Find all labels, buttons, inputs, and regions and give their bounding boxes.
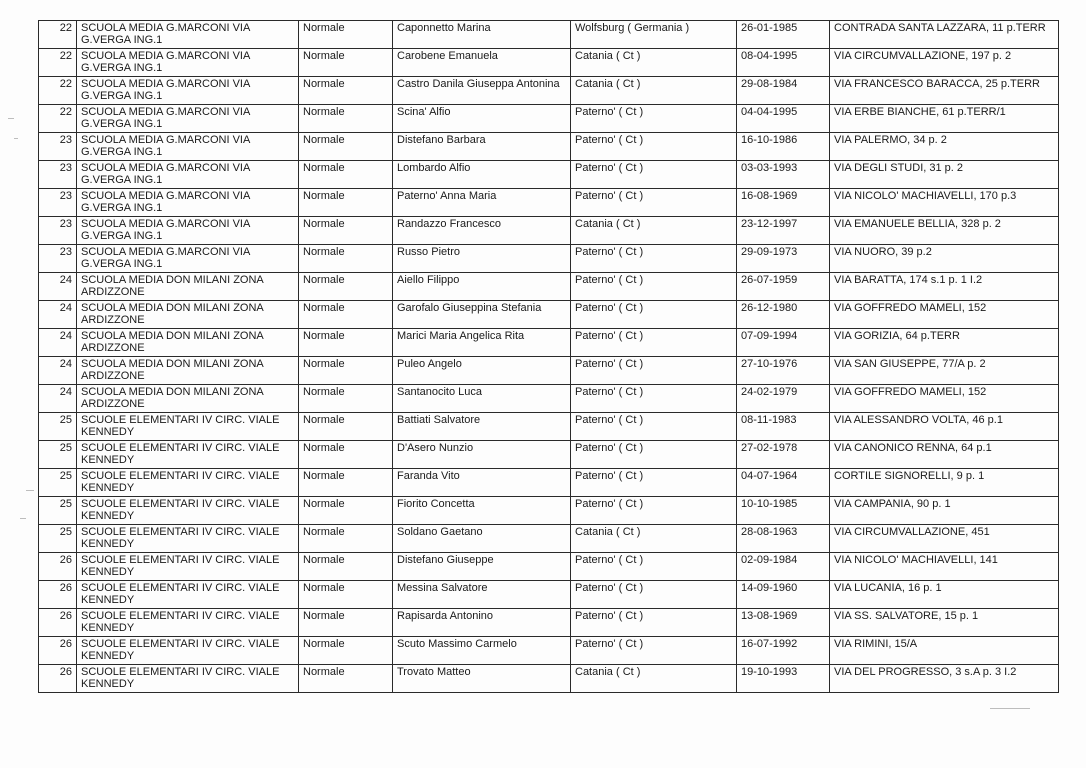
name-cell: Puleo Angelo [393, 357, 571, 385]
table-row [39, 385, 1059, 413]
birth-date-cell: 04-04-1995 [737, 105, 830, 133]
seat-number-cell: 24 [39, 385, 77, 413]
table-row [39, 413, 1059, 441]
school-cell: SCUOLA MEDIA G.MARCONI VIA G.VERGA ING.1 [77, 161, 299, 189]
address-cell: VIA CIRCUMVALLAZIONE, 197 p. 2 [830, 49, 1059, 77]
seat-number-cell: 22 [39, 49, 77, 77]
table-row [39, 609, 1059, 637]
birth-date-cell: 26-01-1985 [737, 21, 830, 49]
birthplace-cell: Paterno' ( Ct ) [571, 245, 737, 273]
school-cell: SCUOLA MEDIA DON MILANI ZONA ARDIZZONE [77, 385, 299, 413]
type-cell: Normale [299, 637, 393, 665]
school-cell: SCUOLA MEDIA G.MARCONI VIA G.VERGA ING.1 [77, 21, 299, 49]
table-row [39, 133, 1059, 161]
school-cell: SCUOLA MEDIA DON MILANI ZONA ARDIZZONE [77, 273, 299, 301]
birthplace-cell: Paterno' ( Ct ) [571, 637, 737, 665]
birthplace-cell: Paterno' ( Ct ) [571, 133, 737, 161]
address-cell: CONTRADA SANTA LAZZARA, 11 p.TERR [830, 21, 1059, 49]
birth-date-cell: 26-07-1959 [737, 273, 830, 301]
name-cell: Santanocito Luca [393, 385, 571, 413]
name-cell: Marici Maria Angelica Rita [393, 329, 571, 357]
school-cell: SCUOLA MEDIA G.MARCONI VIA G.VERGA ING.1 [77, 49, 299, 77]
address-cell: VIA SAN GIUSEPPE, 77/A p. 2 [830, 357, 1059, 385]
seat-number-cell: 23 [39, 133, 77, 161]
name-cell: Faranda Vito [393, 469, 571, 497]
type-cell: Normale [299, 609, 393, 637]
school-cell: SCUOLA MEDIA G.MARCONI VIA G.VERGA ING.1 [77, 77, 299, 105]
seat-number-cell: 25 [39, 497, 77, 525]
table-row [39, 357, 1059, 385]
address-cell: VIA DEGLI STUDI, 31 p. 2 [830, 161, 1059, 189]
table-row [39, 497, 1059, 525]
seat-number-cell: 26 [39, 581, 77, 609]
birthplace-cell: Paterno' ( Ct ) [571, 385, 737, 413]
table-row [39, 581, 1059, 609]
name-cell: Messina Salvatore [393, 581, 571, 609]
birth-date-cell: 13-08-1969 [737, 609, 830, 637]
seat-number-cell: 23 [39, 161, 77, 189]
birthplace-cell: Catania ( Ct ) [571, 77, 737, 105]
seat-number-cell: 24 [39, 301, 77, 329]
school-cell: SCUOLA MEDIA DON MILANI ZONA ARDIZZONE [77, 301, 299, 329]
table-row [39, 273, 1059, 301]
birth-date-cell: 27-02-1978 [737, 441, 830, 469]
type-cell: Normale [299, 385, 393, 413]
school-cell: SCUOLE ELEMENTARI IV CIRC. VIALE KENNEDY [77, 497, 299, 525]
school-cell: SCUOLE ELEMENTARI IV CIRC. VIALE KENNEDY [77, 469, 299, 497]
birthplace-cell: Paterno' ( Ct ) [571, 105, 737, 133]
address-cell: VIA CIRCUMVALLAZIONE, 451 [830, 525, 1059, 553]
type-cell: Normale [299, 49, 393, 77]
address-cell: VIA GORIZIA, 64 p.TERR [830, 329, 1059, 357]
name-cell: Distefano Barbara [393, 133, 571, 161]
birthplace-cell: Paterno' ( Ct ) [571, 329, 737, 357]
birthplace-cell: Paterno' ( Ct ) [571, 161, 737, 189]
table-row [39, 77, 1059, 105]
seat-number-cell: 24 [39, 357, 77, 385]
birth-date-cell: 27-10-1976 [737, 357, 830, 385]
school-cell: SCUOLA MEDIA G.MARCONI VIA G.VERGA ING.1 [77, 189, 299, 217]
name-cell: Battiati Salvatore [393, 413, 571, 441]
school-cell: SCUOLE ELEMENTARI IV CIRC. VIALE KENNEDY [77, 525, 299, 553]
name-cell: Aiello Filippo [393, 273, 571, 301]
type-cell: Normale [299, 245, 393, 273]
type-cell: Normale [299, 105, 393, 133]
type-cell: Normale [299, 665, 393, 693]
school-cell: SCUOLA MEDIA G.MARCONI VIA G.VERGA ING.1 [77, 245, 299, 273]
seat-number-cell: 24 [39, 273, 77, 301]
table-row [39, 665, 1059, 693]
name-cell: D'Asero Nunzio [393, 441, 571, 469]
birth-date-cell: 23-12-1997 [737, 217, 830, 245]
birth-date-cell: 02-09-1984 [737, 553, 830, 581]
address-cell: CORTILE SIGNORELLI, 9 p. 1 [830, 469, 1059, 497]
birthplace-cell: Paterno' ( Ct ) [571, 189, 737, 217]
table-row [39, 21, 1059, 49]
name-cell: Randazzo Francesco [393, 217, 571, 245]
birth-date-cell: 14-09-1960 [737, 581, 830, 609]
name-cell: Scina' Alfio [393, 105, 571, 133]
birth-date-cell: 16-10-1986 [737, 133, 830, 161]
birthplace-cell: Catania ( Ct ) [571, 49, 737, 77]
school-cell: SCUOLA MEDIA G.MARCONI VIA G.VERGA ING.1 [77, 133, 299, 161]
table-row [39, 161, 1059, 189]
birthplace-cell: Catania ( Ct ) [571, 525, 737, 553]
name-cell: Caponnetto Marina [393, 21, 571, 49]
address-cell: VIA BARATTA, 174 s.1 p. 1 I.2 [830, 273, 1059, 301]
school-cell: SCUOLE ELEMENTARI IV CIRC. VIALE KENNEDY [77, 637, 299, 665]
school-cell: SCUOLE ELEMENTARI IV CIRC. VIALE KENNEDY [77, 609, 299, 637]
seat-number-cell: 26 [39, 553, 77, 581]
type-cell: Normale [299, 553, 393, 581]
type-cell: Normale [299, 133, 393, 161]
birthplace-cell: Paterno' ( Ct ) [571, 413, 737, 441]
seat-number-cell: 22 [39, 105, 77, 133]
birth-date-cell: 24-02-1979 [737, 385, 830, 413]
type-cell: Normale [299, 189, 393, 217]
address-cell: VIA NICOLO' MACHIAVELLI, 141 [830, 553, 1059, 581]
type-cell: Normale [299, 469, 393, 497]
name-cell: Paterno' Anna Maria [393, 189, 571, 217]
seat-number-cell: 22 [39, 77, 77, 105]
table-row [39, 469, 1059, 497]
type-cell: Normale [299, 357, 393, 385]
seat-number-cell: 22 [39, 21, 77, 49]
birthplace-cell: Paterno' ( Ct ) [571, 609, 737, 637]
table-row [39, 329, 1059, 357]
name-cell: Fiorito Concetta [393, 497, 571, 525]
address-cell: VIA GOFFREDO MAMELI, 152 [830, 301, 1059, 329]
birthplace-cell: Paterno' ( Ct ) [571, 357, 737, 385]
roster-table [38, 20, 1059, 693]
type-cell: Normale [299, 21, 393, 49]
table-row [39, 637, 1059, 665]
birth-date-cell: 16-07-1992 [737, 637, 830, 665]
type-cell: Normale [299, 525, 393, 553]
seat-number-cell: 26 [39, 637, 77, 665]
table-row [39, 441, 1059, 469]
birth-date-cell: 10-10-1985 [737, 497, 830, 525]
address-cell: VIA EMANUELE BELLIA, 328 p. 2 [830, 217, 1059, 245]
table-row [39, 189, 1059, 217]
name-cell: Garofalo Giuseppina Stefania [393, 301, 571, 329]
seat-number-cell: 25 [39, 525, 77, 553]
type-cell: Normale [299, 217, 393, 245]
address-cell: VIA SS. SALVATORE, 15 p. 1 [830, 609, 1059, 637]
name-cell: Rapisarda Antonino [393, 609, 571, 637]
type-cell: Normale [299, 161, 393, 189]
birth-date-cell: 08-11-1983 [737, 413, 830, 441]
address-cell: VIA GOFFREDO MAMELI, 152 [830, 385, 1059, 413]
type-cell: Normale [299, 581, 393, 609]
seat-number-cell: 26 [39, 665, 77, 693]
table-row [39, 245, 1059, 273]
type-cell: Normale [299, 329, 393, 357]
school-cell: SCUOLE ELEMENTARI IV CIRC. VIALE KENNEDY [77, 413, 299, 441]
address-cell: VIA NICOLO' MACHIAVELLI, 170 p.3 [830, 189, 1059, 217]
seat-number-cell: 23 [39, 189, 77, 217]
birthplace-cell: Paterno' ( Ct ) [571, 273, 737, 301]
birth-date-cell: 29-09-1973 [737, 245, 830, 273]
school-cell: SCUOLA MEDIA G.MARCONI VIA G.VERGA ING.1 [77, 105, 299, 133]
birthplace-cell: Paterno' ( Ct ) [571, 497, 737, 525]
school-cell: SCUOLE ELEMENTARI IV CIRC. VIALE KENNEDY [77, 441, 299, 469]
address-cell: VIA RIMINI, 15/A [830, 637, 1059, 665]
address-cell: VIA CANONICO RENNA, 64 p.1 [830, 441, 1059, 469]
birth-date-cell: 04-07-1964 [737, 469, 830, 497]
birthplace-cell: Paterno' ( Ct ) [571, 441, 737, 469]
roster-body [39, 21, 1059, 693]
type-cell: Normale [299, 413, 393, 441]
address-cell: VIA FRANCESCO BARACCA, 25 p.TERR [830, 77, 1059, 105]
address-cell: VIA ERBE BIANCHE, 61 p.TERR/1 [830, 105, 1059, 133]
table-row [39, 49, 1059, 77]
type-cell: Normale [299, 301, 393, 329]
name-cell: Lombardo Alfio [393, 161, 571, 189]
name-cell: Carobene Emanuela [393, 49, 571, 77]
address-cell: VIA PALERMO, 34 p. 2 [830, 133, 1059, 161]
name-cell: Trovato Matteo [393, 665, 571, 693]
type-cell: Normale [299, 497, 393, 525]
name-cell: Russo Pietro [393, 245, 571, 273]
seat-number-cell: 25 [39, 469, 77, 497]
seat-number-cell: 23 [39, 245, 77, 273]
table-row [39, 525, 1059, 553]
school-cell: SCUOLA MEDIA DON MILANI ZONA ARDIZZONE [77, 329, 299, 357]
address-cell: VIA LUCANIA, 16 p. 1 [830, 581, 1059, 609]
school-cell: SCUOLA MEDIA G.MARCONI VIA G.VERGA ING.1 [77, 217, 299, 245]
seat-number-cell: 25 [39, 441, 77, 469]
birthplace-cell: Paterno' ( Ct ) [571, 469, 737, 497]
address-cell: VIA ALESSANDRO VOLTA, 46 p.1 [830, 413, 1059, 441]
school-cell: SCUOLE ELEMENTARI IV CIRC. VIALE KENNEDY [77, 553, 299, 581]
seat-number-cell: 24 [39, 329, 77, 357]
birth-date-cell: 07-09-1994 [737, 329, 830, 357]
name-cell: Soldano Gaetano [393, 525, 571, 553]
type-cell: Normale [299, 77, 393, 105]
address-cell: VIA CAMPANIA, 90 p. 1 [830, 497, 1059, 525]
birth-date-cell: 26-12-1980 [737, 301, 830, 329]
birth-date-cell: 28-08-1963 [737, 525, 830, 553]
birthplace-cell: Paterno' ( Ct ) [571, 581, 737, 609]
school-cell: SCUOLE ELEMENTARI IV CIRC. VIALE KENNEDY [77, 665, 299, 693]
birthplace-cell: Catania ( Ct ) [571, 217, 737, 245]
birthplace-cell: Catania ( Ct ) [571, 665, 737, 693]
type-cell: Normale [299, 273, 393, 301]
table-row [39, 105, 1059, 133]
name-cell: Distefano Giuseppe [393, 553, 571, 581]
table-row [39, 301, 1059, 329]
school-cell: SCUOLE ELEMENTARI IV CIRC. VIALE KENNEDY [77, 581, 299, 609]
table-row [39, 217, 1059, 245]
seat-number-cell: 25 [39, 413, 77, 441]
table-row [39, 553, 1059, 581]
address-cell: VIA DEL PROGRESSO, 3 s.A p. 3 I.2 [830, 665, 1059, 693]
birthplace-cell: Wolfsburg ( Germania ) [571, 21, 737, 49]
birth-date-cell: 19-10-1993 [737, 665, 830, 693]
birth-date-cell: 08-04-1995 [737, 49, 830, 77]
type-cell: Normale [299, 441, 393, 469]
seat-number-cell: 23 [39, 217, 77, 245]
birth-date-cell: 29-08-1984 [737, 77, 830, 105]
school-cell: SCUOLA MEDIA DON MILANI ZONA ARDIZZONE [77, 357, 299, 385]
birth-date-cell: 03-03-1993 [737, 161, 830, 189]
birthplace-cell: Paterno' ( Ct ) [571, 301, 737, 329]
name-cell: Castro Danila Giuseppa Antonina [393, 77, 571, 105]
address-cell: VIA NUORO, 39 p.2 [830, 245, 1059, 273]
seat-number-cell: 26 [39, 609, 77, 637]
name-cell: Scuto Massimo Carmelo [393, 637, 571, 665]
birth-date-cell: 16-08-1969 [737, 189, 830, 217]
birthplace-cell: Paterno' ( Ct ) [571, 553, 737, 581]
